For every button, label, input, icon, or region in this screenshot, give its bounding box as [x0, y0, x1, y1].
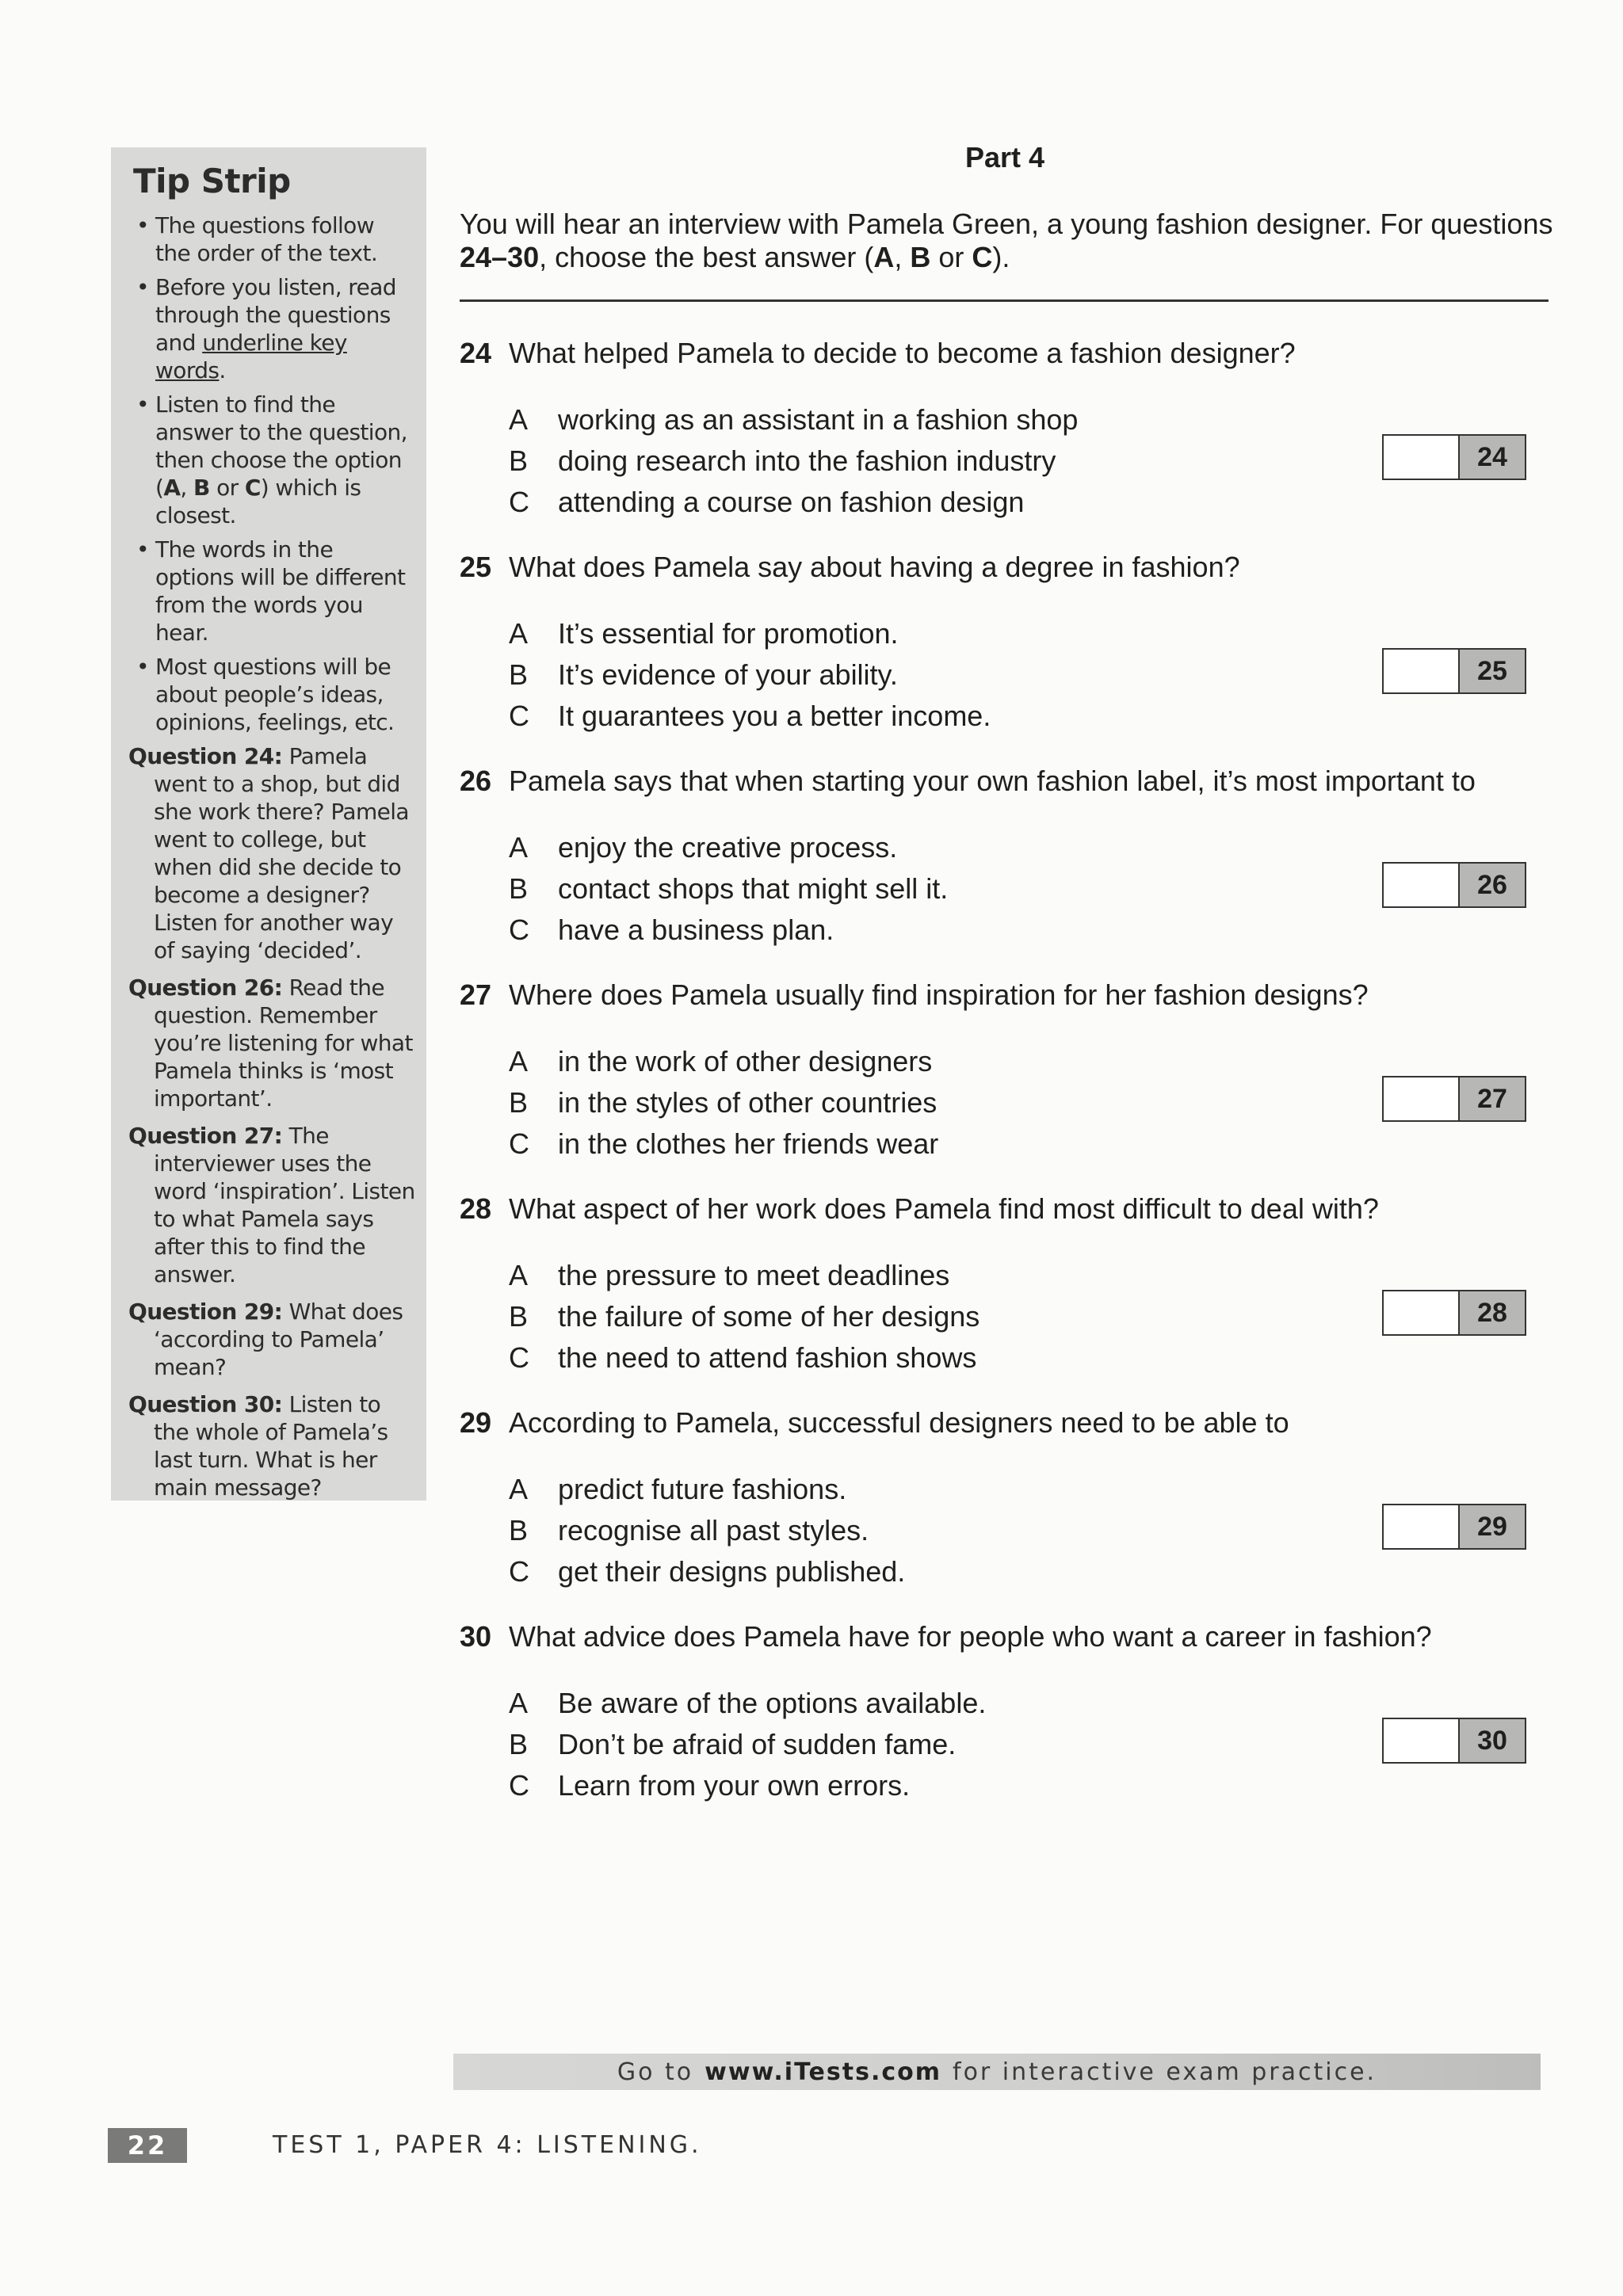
instructions-text: ,: [894, 241, 911, 273]
option-text: Don’t be afraid of sudden fame.: [558, 1728, 957, 1760]
option-c[interactable]: [509, 1123, 1569, 1165]
option-letter: C: [509, 1769, 529, 1802]
question-tip-text: Pamela went to a shop, but did she work there? Pamela went to college, but when did she decide to become a designer? Listen for another way of saying ‘decided’.: [154, 743, 409, 963]
tip-underlined-text: underline key words: [155, 330, 347, 383]
option-c[interactable]: [509, 696, 1569, 737]
answer-input[interactable]: [1384, 1077, 1460, 1120]
question-30: [460, 1619, 1569, 1806]
question-stem: [460, 1192, 1569, 1226]
question-28: [460, 1192, 1569, 1379]
option-letter: A: [163, 475, 181, 501]
option-letter: C: [509, 700, 529, 732]
tip-bullet: [128, 391, 415, 529]
question-text: What advice does Pamela have for people who want a career in fashion?: [509, 1620, 1432, 1653]
option-letter: B: [509, 1300, 529, 1333]
question-range: 24–30: [460, 241, 540, 273]
itests-link[interactable]: www.iTests.com: [705, 2058, 942, 2086]
question-stem: [460, 1619, 1569, 1654]
question-tip-text: What does ‘according to Pamela’ mean?: [154, 1299, 403, 1380]
question-number: 27: [460, 978, 492, 1011]
option-text: doing research into the fashion industry: [558, 444, 1056, 477]
answer-box-26[interactable]: [1382, 862, 1526, 908]
answer-box-30[interactable]: [1382, 1718, 1526, 1764]
answer-input[interactable]: [1384, 650, 1460, 692]
instructions: [460, 208, 1569, 274]
question-tip-label: Question 26:: [128, 974, 283, 1001]
footer-text: Go to: [617, 2058, 694, 2086]
question-29: [460, 1405, 1569, 1592]
question-tip-label: Question 24:: [128, 743, 283, 769]
option-letter: A: [509, 1045, 529, 1077]
option-letter: C: [509, 486, 529, 518]
answer-input[interactable]: [1384, 1505, 1460, 1548]
question-27: [460, 978, 1569, 1165]
option-letter: A: [509, 1259, 529, 1291]
question-stem: [460, 978, 1569, 1013]
question-text: What aspect of her work does Pamela find most difficult to deal with?: [509, 1192, 1379, 1225]
option-text: enjoy the creative process.: [558, 831, 898, 864]
tip-text: or: [209, 475, 245, 501]
question-number: 30: [460, 1620, 492, 1653]
option-letter: A: [873, 241, 895, 273]
answer-box-number: 29: [1460, 1505, 1525, 1548]
option-letter: C: [509, 1127, 529, 1160]
option-letter: C: [972, 241, 993, 273]
question-stem: [460, 764, 1569, 799]
option-c[interactable]: [509, 910, 1569, 951]
answer-box-24[interactable]: [1382, 434, 1526, 480]
answer-box-number: 24: [1460, 436, 1525, 479]
option-letter: B: [509, 872, 529, 905]
question-stem: [460, 336, 1569, 371]
question-tip-27: [128, 1122, 415, 1288]
option-letter: B: [509, 1728, 529, 1760]
option-text: recognise all past styles.: [558, 1514, 869, 1547]
option-letter: B: [509, 1086, 529, 1119]
instructions-text: or: [930, 241, 972, 273]
answer-box-number: 28: [1460, 1291, 1525, 1334]
instructions-text: ).: [992, 241, 1010, 273]
tip-bullet: [128, 273, 415, 384]
question-text: Pamela says that when starting your own fashion label, it’s most important to: [509, 765, 1476, 797]
option-letter: B: [509, 1514, 529, 1547]
option-letter: B: [509, 658, 529, 691]
option-text: Learn from your own errors.: [558, 1769, 911, 1802]
option-c[interactable]: [509, 1337, 1569, 1379]
question-text: What does Pamela say about having a degree in fashion?: [509, 551, 1240, 583]
option-text: in the styles of other countries: [558, 1086, 938, 1119]
tip-bullet: • The questions follow the order of the text.: [128, 212, 415, 267]
answer-input[interactable]: [1384, 436, 1460, 479]
option-text: the pressure to meet deadlines: [558, 1259, 950, 1291]
instructions-text: , choose the best answer (: [539, 241, 874, 273]
question-tip-26: [128, 974, 415, 1112]
question-tip-text: The interviewer uses the word ‘inspiration’. Listen to what Pamela says after this to find the answer.: [154, 1123, 415, 1287]
answer-box-number: 30: [1460, 1719, 1525, 1762]
option-text: have a business plan.: [558, 913, 834, 946]
answer-input[interactable]: [1384, 1719, 1460, 1762]
option-letter: C: [509, 913, 529, 946]
answer-box-29[interactable]: [1382, 1504, 1526, 1550]
option-c[interactable]: [509, 482, 1569, 523]
question-stem: [460, 550, 1569, 585]
option-letter: A: [509, 403, 529, 436]
option-letter: A: [509, 617, 529, 650]
option-letter: B: [509, 444, 529, 477]
page-number: 22: [108, 2128, 187, 2163]
option-c[interactable]: [509, 1765, 1569, 1806]
question-tip-label: Question 29:: [128, 1299, 283, 1325]
answer-box-number: 26: [1460, 864, 1525, 906]
option-text: working as an assistant in a fashion shop: [558, 403, 1079, 436]
option-text: the need to attend fashion shows: [558, 1341, 977, 1374]
option-letter: A: [509, 1473, 529, 1505]
divider: [460, 299, 1549, 302]
question-stem: [460, 1405, 1569, 1440]
question-text: Where does Pamela usually find inspiration for her fashion designs?: [509, 978, 1369, 1011]
answer-box-number: 25: [1460, 650, 1525, 692]
instructions-text: You will hear an interview with Pamela Green, a young fashion designer. For questions: [460, 208, 1553, 240]
question-tip-24: [128, 742, 415, 964]
question-tip-text: Listen to the whole of Pamela’s last turn. What is her main message?: [154, 1391, 388, 1501]
option-letter: A: [509, 1687, 529, 1719]
option-letter: C: [244, 475, 261, 501]
answer-box-27[interactable]: [1382, 1076, 1526, 1122]
tip-text: Before you listen, read through the questions and: [155, 274, 396, 356]
option-letter: C: [509, 1341, 529, 1374]
option-text: in the work of other designers: [558, 1045, 933, 1077]
answer-box-28[interactable]: [1382, 1290, 1526, 1336]
option-text: predict future fashions.: [558, 1473, 847, 1505]
question-tip-label: Question 27:: [128, 1123, 283, 1149]
part-title: Part 4: [965, 141, 1045, 174]
question-number: 25: [460, 551, 492, 583]
tip-strip-title: Tip Strip: [133, 162, 291, 200]
question-text: What helped Pamela to decide to become a fashion designer?: [509, 337, 1296, 369]
option-text: get their designs published.: [558, 1555, 906, 1588]
question-number: 26: [460, 765, 492, 797]
tip-bullet: • The words in the options will be different from the words you hear.: [128, 536, 415, 646]
option-text: Be aware of the options available.: [558, 1687, 987, 1719]
footer-text: for interactive exam practice.: [953, 2058, 1377, 2086]
tip-list: [128, 212, 415, 736]
question-tip-29: [128, 1298, 415, 1381]
option-letter: B: [193, 475, 210, 501]
option-letter: B: [910, 241, 931, 273]
question-number: 24: [460, 337, 492, 369]
option-text: It’s essential for promotion.: [558, 617, 899, 650]
tip-text: ,: [180, 475, 194, 501]
question-26: [460, 764, 1569, 951]
option-c[interactable]: [509, 1551, 1569, 1592]
tip-strip: [111, 147, 426, 1501]
question-24: [460, 336, 1569, 523]
option-text: contact shops that might sell it.: [558, 872, 949, 905]
option-text: in the clothes her friends wear: [558, 1127, 939, 1160]
question-text: According to Pamela, successful designers need to be able to: [509, 1406, 1289, 1439]
question-number: 29: [460, 1406, 492, 1439]
answer-box-number: 27: [1460, 1077, 1525, 1120]
itests-footer-banner: [453, 2054, 1541, 2090]
tip-bullet: • Most questions will be about people’s ideas, opinions, feelings, etc.: [128, 653, 415, 736]
option-letter: C: [509, 1555, 529, 1588]
option-letter: A: [509, 831, 529, 864]
option-text: It guarantees you a better income.: [558, 700, 991, 732]
question-number: 28: [460, 1192, 492, 1225]
question-tip-30: [128, 1390, 415, 1501]
tip-text: Listen to find the answer to the question, then choose the option (: [155, 391, 407, 501]
question-25: [460, 550, 1569, 737]
question-tip-label: Question 30:: [128, 1391, 283, 1417]
running-head: TEST 1, PAPER 4: LISTENING.: [273, 2131, 702, 2159]
option-text: It’s evidence of your ability.: [558, 658, 898, 691]
answer-input[interactable]: [1384, 1291, 1460, 1334]
option-text: the failure of some of her designs: [558, 1300, 980, 1333]
answer-input[interactable]: [1384, 864, 1460, 906]
tip-text: .: [219, 357, 226, 383]
option-text: attending a course on fashion design: [558, 486, 1025, 518]
question-tip-text: Read the question. Remember you’re listening for what Pamela thinks is ‘most important’.: [154, 974, 413, 1112]
tip-text: ) which is closest.: [155, 475, 361, 528]
answer-box-25[interactable]: [1382, 648, 1526, 694]
